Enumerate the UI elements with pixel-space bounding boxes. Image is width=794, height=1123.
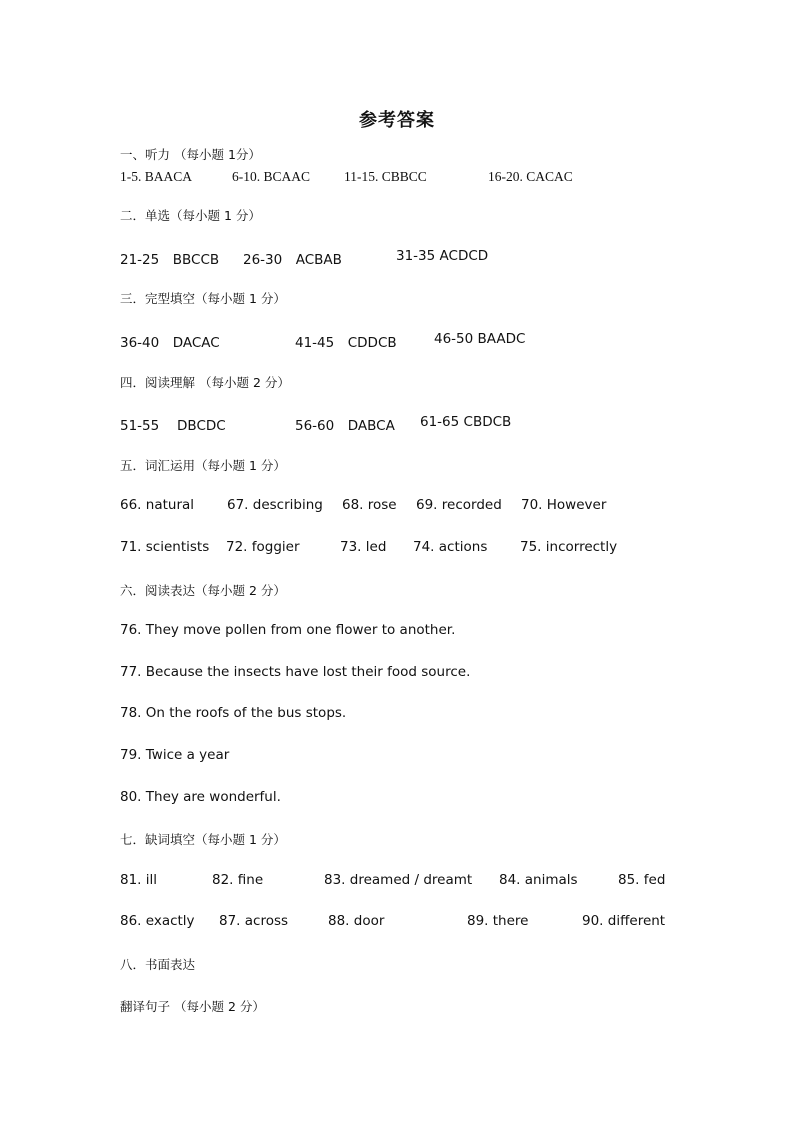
answer-item: 51-55 DBCDC [120,418,226,434]
answer-item: 73. led [340,539,387,555]
answer-item: 11-15. CBBCC [344,169,427,184]
answer-item: 88. door [328,913,385,929]
answer-item: 71. scientists [120,539,210,555]
answer-item: 90. different [582,913,666,929]
answer-item: 26-30 ACBAB [243,252,342,268]
section-heading-reading: 四．阅读理解 （每小题 2 分） [120,375,290,390]
page-title: 参考答案 [359,110,435,131]
answer-item: 21-25 BBCCB [120,252,220,268]
answer-row-cloze [0,331,794,349]
answer-item: 31-35 ACDCD [396,248,489,264]
answer-item: 61-65 CBDCB [420,414,512,430]
answer-sentence: 77. Because the insects have lost their food source. [120,664,471,680]
answer-item: 74. actions [413,539,488,555]
subsection-heading-translation: 翻译句子 （每小题 2 分） [120,999,265,1014]
section-heading-cloze: 三．完型填空（每小题 1 分） [120,291,286,306]
answer-item: 16-20. CACAC [488,169,573,184]
section-heading-listening: 一、听力 （每小题 1分） [120,147,261,162]
answer-sentence: 78. On the roofs of the bus stops. [120,705,347,721]
answer-item: 70. However [521,497,607,513]
answer-sentence: 80. They are wonderful. [120,789,281,805]
answer-item: 85. fed [618,872,666,888]
answer-item: 6-10. BCAAC [232,169,311,184]
answer-item: 84. animals [499,872,578,888]
section-heading-writing: 八．书面表达 [120,957,196,972]
answer-row-word-completion-1 [0,872,794,890]
answer-item: 86. exactly [120,913,195,929]
answer-item: 69. recorded [416,497,502,513]
answer-item: 68. rose [342,497,397,513]
answer-row-reading [0,414,794,432]
answer-item: 66. natural [120,497,195,513]
answer-row-listening [0,169,794,187]
answer-item: 89. there [467,913,529,929]
answer-row-word-completion-2 [0,913,794,931]
answer-row-vocabulary-1 [0,497,794,515]
answer-item: 36-40 DACAC [120,335,220,351]
answer-item: 81. ill [120,872,158,888]
answer-sentence: 79. Twice a year [120,747,230,763]
section-heading-reading-expression: 六．阅读表达（每小题 2 分） [120,583,286,598]
section-heading-word-completion: 七．缺词填空（每小题 1 分） [120,832,286,847]
answer-item: 67. describing [227,497,323,513]
answer-row-single-choice [0,248,794,266]
answer-row-vocabulary-2 [0,539,794,557]
answer-item: 83. dreamed / dreamt [324,872,473,888]
answer-item: 56-60 DABCA [295,418,395,434]
section-heading-vocabulary: 五．词汇运用（每小题 1 分） [120,458,286,473]
answer-item: 41-45 CDDCB [295,335,397,351]
section-heading-single-choice: 二．单选（每小题 1 分） [120,208,261,223]
answer-item: 72. foggier [226,539,300,555]
answer-sentence: 76. They move pollen from one flower to another. [120,622,456,638]
answer-item: 46-50 BAADC [434,331,526,347]
answer-item: 1-5. BAACA [120,169,193,184]
answer-item: 75. incorrectly [520,539,618,555]
answer-item: 87. across [219,913,289,929]
answer-item: 82. fine [212,872,264,888]
